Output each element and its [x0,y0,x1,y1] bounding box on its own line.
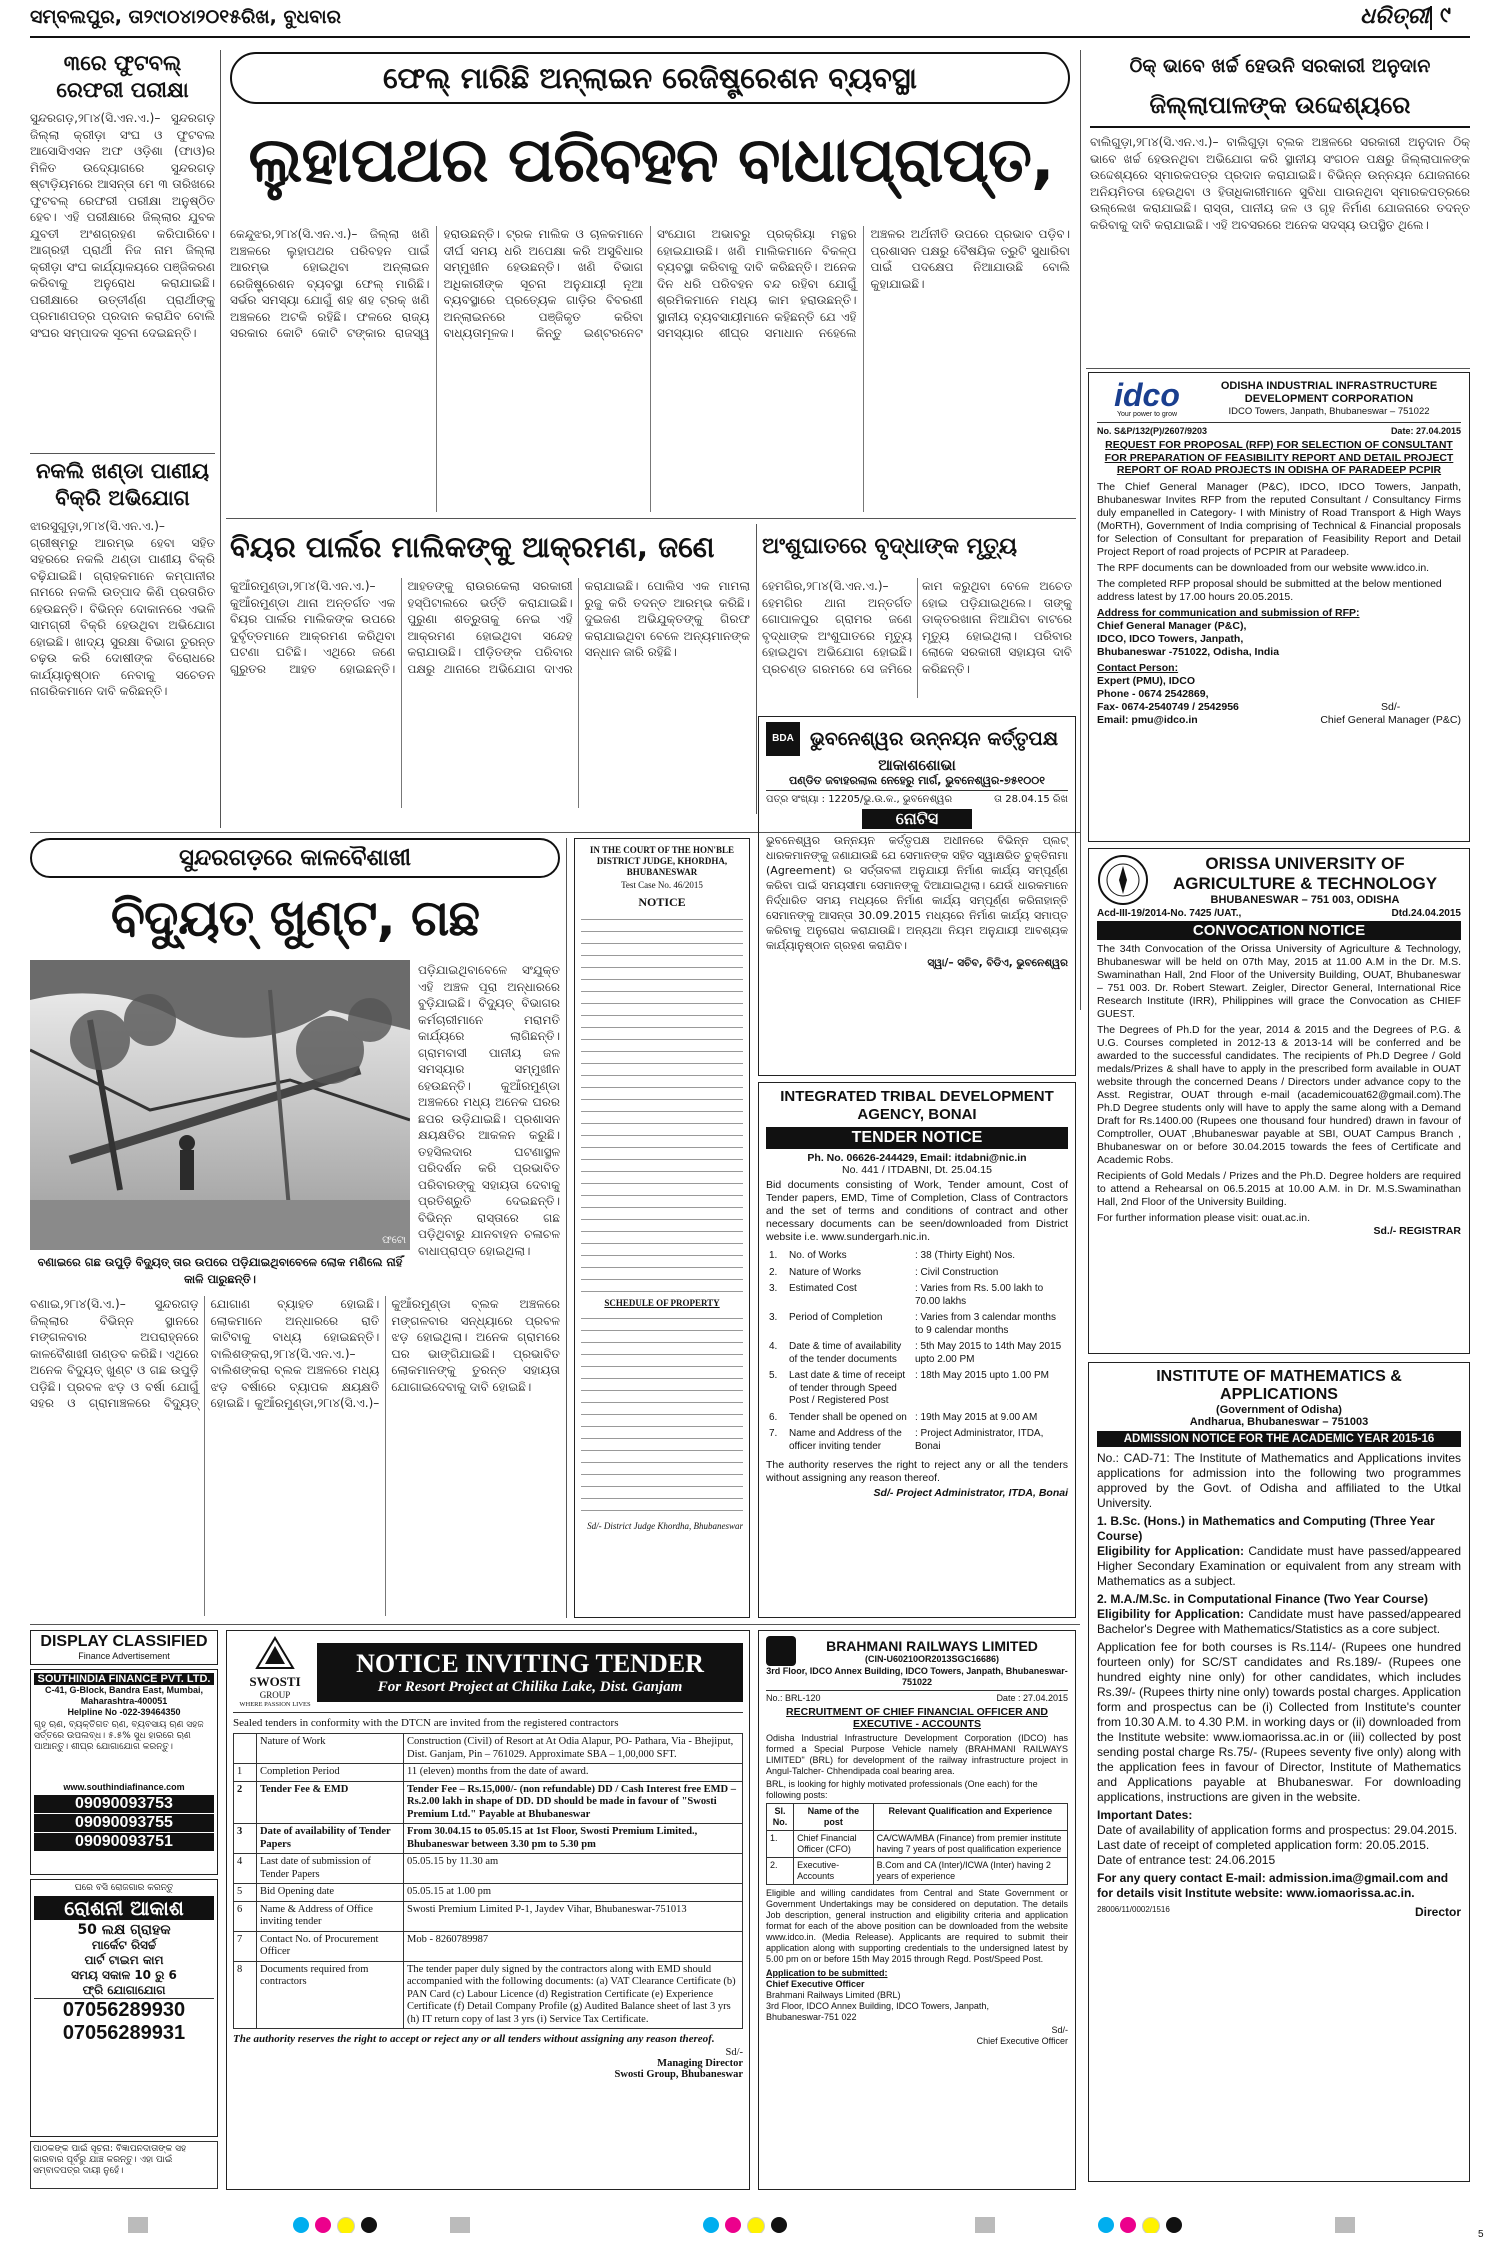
itda-cell: : Project Administrator, ITDA, Bonai [915,1428,1044,1452]
cyan-dot [293,2217,309,2233]
lead-headline: ଲୁହାପଥର ପରିବହନ ବାଧାପ୍ରାପ୍ତ, [248,123,1054,196]
brl-cell: Executive- Accounts [794,1858,874,1885]
brl-no: No.: BRL-120 [766,1693,821,1703]
swosti-row [234,1781,743,1824]
swosti-row [234,1931,743,1961]
classified-footer: ପାଠକଙ୍କ ପାଇଁ ସୂଚନା: ବିଜ୍ଞାପନଦାତାଙ୍କ ସହ କାରବାର ପୂର୍ବରୁ ଯାଞ୍ଚ କରନ୍ତୁ। ଏହା ପାଇଁ ସମ୍ବାଦପତ୍ର ଦାୟୀ ନୁହେଁ। [30,2141,218,2189]
lead-body: କେନ୍ଦୁଝର,୨୮ା୪(ସି.ଏନ.ଏ.)– ଜିଲ୍ଲା ଖଣି ଅଞ୍ଚଳରେ ଲୁହାପଥର ପରିବହନ ପାଇଁ ଆରମ୍ଭ ହୋଇଥିବା ଅନ୍‌ଲାଇନ ରେଜିଷ୍ଟ୍ରେଶନ ବ୍ୟବସ୍ଥା ଫେଲ୍ ମାରିଛି। ସର୍ଭର ସମସ୍ୟା ଯୋଗୁଁ ଶହ ଶହ ଟ୍ରକ୍ ଖଣି ଅଞ୍ଚଳରେ ଅଟକି ରହିଛି। ଫଳରେ ରାଜ୍ୟ ସରକାର କୋଟି କୋଟି ଟଙ୍କାର ରାଜସ୍ୱ ହରାଉଛନ୍ତି। ଟ୍ରକ ମାଲିକ ଓ ଚାଳକମାନେ ଦୀର୍ଘ ସମୟ ଧରି ଅପେକ୍ଷା କରି ଅସୁବିଧାର ସମ୍ମୁଖୀନ ହେଉଛନ୍ତି। ଖଣି ବିଭାଗ ଅଧିକାରୀଙ୍କ ସୂଚନା ଅନୁଯାୟୀ ନୂଆ ବ୍ୟବସ୍ଥାରେ ପ୍ରତ୍ୟେକ ଗାଡ଼ିର ବିବରଣୀ ଅନ୍‌ଲାଇନରେ ପଞ୍ଜିକୃତ କରିବା ବାଧ୍ୟତାମୂଳକ। କିନ୍ତୁ ଇଣ୍ଟରନେଟ ସଂଯୋଗ ଅଭାବରୁ ପ୍ରକ୍ରିୟା ମନ୍ଥର ହୋଇଯାଉଛି। ଖଣି ମାଲିକମାନେ ବିକଳ୍ପ ବ୍ୟବସ୍ଥା କରିବାକୁ ଦାବି କରିଛନ୍ତି। ଅନେକ ଦିନ ଧରି ପରିବହନ ବନ୍ଦ ରହିବା ଯୋଗୁଁ ଶ୍ରମିକମାନେ ମଧ୍ୟ କାମ ହରାଉଛନ୍ତି। ସ୍ଥାନୀୟ ବ୍ୟବସାୟୀମାନେ କହିଛନ୍ତି ଯେ ଏହି ସମସ୍ୟାର ଶୀଘ୍ର ସମାଧାନ ନହେଲେ ଅଞ୍ଚଳର ଅର୍ଥନୀତି ଉପରେ ପ୍ରଭାବ ପଡ଼ିବ। ପ୍ରଶାସନ ପକ୍ଷରୁ ବୈଷୟିକ ତ୍ରୁଟି ସୁଧାରିବା ପାଇଁ ପଦକ୍ଷେପ ନିଆଯାଉଛି ବୋଲି କୁହାଯାଇଛି। [230,227,1070,340]
black-dot [771,2217,787,2233]
southindia-phone: 09090093755 [34,1814,214,1832]
itda-row [766,1265,1068,1282]
brl-row [767,1858,1068,1885]
swosti-intro: Sealed tenders in conformity with the DTCN are invited from the registered contractors [233,1717,619,1729]
court-schedule-title: SCHEDULE OF PROPERTY [604,1298,720,1308]
swosti-subtitle: For Resort Project at Chilika Lake, Dist. Ganjam [377,1678,683,1695]
swosti-row [234,1854,743,1884]
swosti-tender [226,1630,750,2190]
bda-logo: BDA [766,722,800,756]
brl-cin: (CIN-U60210OR2013SGC16686) [864,1653,1000,1664]
swosti-cell: 4 [234,1854,257,1884]
swosti-cell: Construction (Civil) of Resort at At Odia Alapur, PO- Pathara, Via - Bhejiput, Dist. Ganjam, Pin – 761029. Approximate SBA – 1,00,000 SFT. [404,1734,743,1764]
swosti-cell: 6 [234,1901,257,1931]
storm-body-side: ପଡ଼ିଯାଇଥିବାବେଳେ ସଂଯୁକ୍ତ ଏହି ଅଞ୍ଚଳ ପୂରା ଅନ୍ଧାରରେ ବୁଡ଼ିଯାଇଛି। ବିଦ୍ୟୁତ୍ ବିଭାଗର କର୍ମଚାରୀମାନେ ମରାମତି କାର୍ଯ୍ୟରେ ଲାଗିଛନ୍ତି। ଗ୍ରାମବାସୀ ପାନୀୟ ଜଳ ସମସ୍ୟାର ସମ୍ମୁଖୀନ ହେଉଛନ୍ତି। କୁଆଁରମୁଣ୍ଡା ଅଞ୍ଚଳରେ ମଧ୍ୟ ଅନେକ ଘରର ଛପର ଉଡ଼ିଯାଇଛି। ପ୍ରଶାସନ କ୍ଷୟକ୍ଷତିର ଆକଳନ କରୁଛି। ତହସିଲଦାର ଘଟଣାସ୍ଥଳ ପରିଦର୍ଶନ କରି ପ୍ରଭାବିତ ପରିବାରଙ୍କୁ ସହାୟତା ଦେବାକୁ ପ୍ରତିଶ୍ରୁତି ଦେଇଛନ୍ତି। ବିଭିନ୍ନ ରାସ୍ତାରେ ଗଛ ପଡ଼ିଥିବାରୁ ଯାନବାହନ ଚଳାଚଳ ବାଧାପ୍ରାପ୍ତ ହୋଇଥିଲା। [418,963,560,1258]
brl-recruitment [758,1630,1076,2190]
swosti-cell: 2 [234,1781,257,1824]
cmyk-marks [700,2217,820,2233]
ima-elig-2: Candidate must have passed/appeared Bachelor's Degree with Mathematics/Statistics as a core subject. [1097,1607,1461,1636]
itda-bar: TENDER NOTICE [766,1127,1068,1149]
itda-table [766,1248,1068,1455]
ima-contact: For any query contact E-mail: admission.ima@gmail.com and for details visit Institute website: www.iomaorissa.ac.in. [1097,1871,1449,1900]
roshni-phone: 07056289930 [62,1999,186,2021]
ouat-body-2: The Degrees of Ph.D for the year, 2014 & 2015 and the Degrees of P.G. & U.G. Courses completed in 2012-13 & 2013-14 will be conferred and be awarded to the successful candidates. The recipients of Ph.D Degree / Gold medals/Prizes & shall have to apply in the prescribed form available in OUAT website through the concerned Deans / Directors under advance copy to the Asst. Registrar, OUAT through e-mail (academicouat62@gmail.com).The Ph.D Degree students only will have to apply the same along with a Demand Draft for Rs.1400.00 (Rupees one thousand four hundred) drawn in favour of Comptroller, OUAT ,Bhubaneswar payable at SBI, OUAT Campus Branch , Bhubaneswar on or before 30.04.2015 towards the fees of Certificate and Academic Robs. [1097,1024,1461,1166]
header-divider [1430,6,1432,30]
roshni-line: ଫ୍ରି ଯୋଗାଯୋଗ [34,1983,214,1999]
bda-letter-no: ପତ୍ର ସଂଖ୍ୟା : 12205/ଭୁ.ଉ.କ., ଭୁବନେଶ୍ୱର [766,794,953,805]
itda-tender [758,1082,1076,1618]
roshni-line: ପାର୍ଟ ଟାଇମ କାମ [84,1953,164,1967]
bda-body: ଭୁବନେଶ୍ୱର ଉନ୍ନୟନ କର୍ତ୍ତୃପକ୍ଷ ଅଧୀନରେ ବିଭିନ୍ନ ପ୍ଲଟ୍ ଧାରକମାନଙ୍କୁ ଜଣାଯାଉଛି ଯେ ସେମାନଙ୍କ ସହିତ ସ୍ୱାକ୍ଷରିତ ଚୁକ୍ତିନାମା (Agreement) ର ସର୍ତ୍ତାବଳୀ ଅନୁଯାୟୀ ନିର୍ମାଣ କାର୍ଯ୍ୟ ସମ୍ପୂର୍ଣ୍ଣ କରିବା ପାଇଁ ସମୟସୀମା ସେମାନଙ୍କୁ ଦିଆଯାଇଥିଲା। ଯେଉଁ ଧାରକମାନେ ନିର୍ଦ୍ଧାରିତ ସମୟ ମଧ୍ୟରେ ନିର୍ମାଣ କାର୍ଯ୍ୟ ସମ୍ପୂର୍ଣ୍ଣ କରିନାହାନ୍ତି ସେମାନଙ୍କୁ ଆସନ୍ତା 30.09.2015 ମଧ୍ୟରେ ନିର୍ମାଣ କାର୍ଯ୍ୟ ସମାପ୍ତ କରିବାକୁ ଅନୁରୋଧ କରାଯାଉଛି। ଅନ୍ୟଥା ନିୟମ ଅନୁଯାୟୀ ଆବଶ୍ୟକ କାର୍ଯ୍ୟାନୁଷ୍ଠାନ ଗ୍ରହଣ କରାଯିବ। [766,834,1068,952]
idco-addr-line: Chief General Manager (P&C), [1097,619,1247,632]
bda-date: ତା 28.04.15 ରିଖ [994,794,1068,805]
ima-programme-1: 1. B.Sc. (Hons.) in Mathematics and Computing (Three Year Course) [1097,1514,1435,1543]
itda-cell: 5. [769,1370,778,1381]
itda-cell: : Varies from Rs. 5.00 lakh to 70.00 lakhs [915,1283,1044,1307]
court-signature: Sd/- District Judge Khordha, Bhubaneswar [587,1521,743,1531]
brl-intro: Odisha Industrial Infrastructure Development Corporation (IDCO) has formed a Special Purpose Vehicle namely (BRAHMANI RAILWAYS LIMITED" (BRL) for development of the railway infrastructure project in Angul-Talcher- Chhendipada coal bearing area. [766,1733,1068,1776]
ima-signature: Director [1414,1905,1461,1919]
cold-drink-story [30,458,215,828]
black-dot [1166,2217,1182,2233]
idco-address: IDCO Towers, Janpath, Bhubaneswar – 751022 [1228,406,1430,417]
ima-dates-head: Important Dates: [1097,1808,1193,1822]
brl-header-row [767,1804,1068,1831]
swosti-cell: Name & Address of Office inviting tender [257,1901,404,1931]
cyan-dot [703,2217,719,2233]
magenta-dot [1120,2217,1136,2233]
swosti-logo-icon [255,1636,295,1670]
swosti-sign-sd: Sd/- [725,2047,743,2058]
idco-contact-line: Expert (PMU), IDCO [1097,674,1196,687]
itda-row [766,1310,1068,1339]
brl-submit-line: 3rd Floor, IDCO Annex Building, IDCO Towers, Janpath, [766,2001,989,2011]
brl-header-cell: Name of the post [794,1804,874,1831]
brl-cell: 1. [767,1831,794,1858]
itda-contact: Ph. No. 06626-244429, Email: itdabni@nic.in [807,1152,1027,1164]
brl-table [766,1803,1068,1885]
court-line: Test Case No. 46/2015 [621,880,703,890]
swosti-sign-1: Managing Director [657,2058,743,2069]
swosti-logo: SWOSTI GROUP WHERE PASSION LIVES [233,1636,317,1708]
idco-sign-sd: Sd/- [1381,700,1401,713]
ima-intro: No.: CAD-71: The Institute of Mathematics and Applications invites applications for admission into the following two programmes approved by the Govt. of Odisha and affiliated to the Utkal University. [1097,1451,1461,1510]
ouat-bar: CONVOCATION NOTICE [1097,921,1461,940]
itda-intro: Bid documents consisting of Work, Tender amount, Cost of Tender papers, EMD, Time of Completion, Class of Contractors and the set of terms and conditions of contract and other necessary documents can be seen/downloaded from District website i.e. www.sundergarh.nic.in. [766,1179,1068,1243]
subsidy-body: ବାଲିଗୁଡ଼ା,୨୮ା୪(ସି.ଏନ.ଏ.)– ବାଲିଗୁଡ଼ା ବ୍ଲକ ଅଞ୍ଚଳରେ ସରକାରୀ ଅନୁଦାନ ଠିକ୍ ଭାବେ ଖର୍ଚ୍ଚ ହେଉନଥିବା ଅଭିଯୋଗ କରି ସ୍ଥାନୀୟ ସଂଗଠନ ପକ୍ଷରୁ ଜିଲ୍ଲାପାଳଙ୍କ ଉଦ୍ଦେଶ୍ୟରେ ସ୍ମାରକପତ୍ର ପ୍ରଦାନ କରାଯାଇଛି। ବିଭିନ୍ନ ଉନ୍ନୟନ ଯୋଜନାରେ ଅନିୟମିତତା ହେଉଥିବା ଓ ହିତାଧିକାରୀମାନେ ସୁବିଧା ପାଉନଥିବା ସ୍ମାରକପତ୍ରରେ ଉଲ୍ଲେଖ କରାଯାଇଛି। ରାସ୍ତା, ପାନୀୟ ଜଳ ଓ ଗୃହ ନିର୍ମାଣ ଯୋଜନାରେ ତଦନ୍ତ କରିବାକୁ ଦାବି କରାଯାଇଛି। ଏହି ଅବସରରେ ଅନେକ ସଦସ୍ୟ ଉପସ୍ଥିତ ଥିଲେ। [1090,135,1470,232]
swosti-cell: 8 [234,1961,257,2029]
reg-gray-square [1335,2217,1355,2233]
bda-notice [758,716,1076,1076]
court-notice-title: NOTICE [638,895,686,909]
swosti-row [234,1901,743,1931]
bda-signature: ସ୍ୱା/– ସଚିବ, ବିଡିଏ, ଭୁବନେଶ୍ୱର [927,957,1068,969]
brl-name: BRAHMANI RAILWAYS LIMITED [826,1637,1038,1654]
ouat-body-4: For further information please visit: ouat.ac.in. [1097,1212,1311,1224]
ima-code: 28006/11/0002/1516 [1097,1905,1170,1914]
idco-ref: No. S&P/132(P)/2607/9203 [1097,426,1208,436]
swosti-cell: Date of availability of Tender Papers [257,1824,404,1854]
itda-cell: Tender shall be opened on [789,1411,907,1423]
display-classified [30,1630,218,2190]
court-line: IN THE COURT OF THE HON'BLE [589,845,735,855]
itda-row [766,1339,1068,1368]
idco-body-2: The RPF documents can be downloaded from our website www.idco.in. [1097,561,1430,574]
cold-drink-body: ଝାରସୁଗୁଡ଼ା,୨୮ା୪(ସି.ଏନ.ଏ.)– ଗ୍ରୀଷ୍ମରୁ ଆରମ୍ଭ ହେବା ସହିତ ସହରରେ ନକଲି ଥଣ୍ଡା ପାଣୀୟ ବିକ୍ରି ବଢ଼ିଯାଇଛି। ଗ୍ରାହକମାନେ କମ୍ପାନୀର ନାମରେ ନକଲି ଉତ୍ପାଦ କିଣି ପ୍ରତାରିତ ହେଉଛନ୍ତି। ବିଭିନ୍ନ ଦୋକାନରେ ଏଭଳି ସାମଗ୍ରୀ ବିକ୍ରି ହେଉଥିବା ଅଭିଯୋଗ ହୋଇଛି। ଖାଦ୍ୟ ସୁରକ୍ଷା ବିଭାଗ ତୁରନ୍ତ ଚଢ଼ଉ କରି ଦୋଷୀଙ୍କ ବିରୋଧରେ କାର୍ଯ୍ୟାନୁଷ୍ଠାନ ନେବାକୁ ସଚେତନ ନାଗରିକମାନେ ଦାବି କରିଛନ୍ତି। [30,519,215,698]
idco-contact-line: Fax- 0674-2540749 / 2542956 [1097,700,1239,713]
itda-signature: Sd/- Project Administrator, ITDA, Bonai [873,1487,1068,1499]
itda-cell: : Varies from 3 calendar months to 9 calendar months [915,1312,1056,1336]
idco-sign-title: Chief General Manager (P&C) [1320,713,1461,726]
southindia-body: ଗୃହ ଋଣ, ବ୍ୟକ୍ତିଗତ ଋଣ, ବ୍ୟବସାୟ ଋଣ ସହଜ ସର୍ତ୍ତରେ ଉପଲବ୍ଧ। ୫.୫% ସୁଧ ହାରରେ ଋଣ ପାଆନ୍ତୁ। ଶୀଘ୍ର ଯୋଗାଯୋଗ କରନ୍ତୁ। [34,1720,204,1752]
court-notice-body [581,914,743,1294]
dateline: ସମ୍ବଲପୁର, ତା୨୯ାଠ୪ା୨୦୧୫ରିଖ, ବୁଧବାର [30,6,341,28]
swosti-footer: The authority reserves the right to accept or reject any or all tenders without assigning any reason thereof. [233,2033,715,2045]
itda-row [766,1281,1068,1310]
swosti-cell: 11 (eleven) months from the date of award. [404,1764,743,1782]
reg-gray-square [975,2217,995,2233]
ouat-convocation [1088,848,1470,1354]
beer-headline: ବିୟର ପାର୍ଲର ମାଲିକଙ୍କୁ ଆକ୍ରମଣ, ଜଣେ [230,530,715,564]
yellow-dot [337,2217,355,2233]
southindia-phone: 09090093753 [34,1795,214,1813]
itda-cell: 2. [769,1266,778,1278]
brl-cell: B.Com and CA (Inter)/ICWA (Inter) having 2 years of experience [873,1858,1067,1885]
ima-fee: Application fee for both courses is Rs.114/- (Rupees one hundred fourteen only) for SC/ST candidates and Rs.189/- (Rupees one hundred eighty nine only) for other candidates, which includes Rs.39/- (Rupees thirty nine only) towards postal charges. Application form and prospectus can be (i) Collected from Institute's counter from 10.30 A.M. to 4.30 P.M. in working days or (ii) downloaded from the Institute website: www.iomaorissa.ac.in or (iii) collected by post sending postal charge Rs.75/- (Rupees seventy five only) along with the application fees in favour of Director, Institute of Mathematics and Applications payable at Bhubaneswar. For downloading applications, instructions are given in the website. [1097,1640,1461,1804]
itda-cell: : 19th May 2015 at 9.00 AM [915,1411,1038,1423]
southindia-phone: 09090093751 [34,1833,214,1851]
roshni-line: ସମୟ ସକାଳ 10 ରୁ 6 [71,1968,177,1982]
southindia-address: C-41, G-Block, Bandra East, Mumbai, Maharashtra-400051 [44,1685,204,1706]
swosti-cell: 5 [234,1884,257,1902]
ouat-signature: Sd./- REGISTRAR [1373,1225,1461,1237]
fallen-tree-illustration [30,960,410,1250]
brl-address: 3rd Floor, IDCO Annex Building, IDCO Towers, Janpath, Bhubaneswar-751022 [766,1666,1068,1691]
idco-body-3: The completed RFP proposal should be submitted at the below mentioned address latest by 17.00 hours 20.05.2015. [1097,577,1442,603]
brl-body: Eligible and willing candidates from Central and State Government or Government Undertakings may be considered on deputation. The details Job description, general instruction and eligibility criteria and application format for each of the above position can be downloaded from the website www.idco.in. (Media Release). Applicants are required to submit their application along with supporting credentials to the undersigned latest by 5.00 pm on or before 15th May 2015 through Regd. Post/Speed Post. [766,1888,1068,1964]
court-line: DISTRICT JUDGE, KHORDHA, [596,856,728,866]
storm-headline: ବିଦ୍ୟୁତ୍ ଖୁଣ୍ଟ, ଗଛ [110,889,480,947]
storm-kicker: ସୁନ୍ଦରଗଡ଼ରେ କାଳବୈଶାଖୀ [30,838,560,878]
itda-cell: Period of Completion [789,1312,883,1323]
swosti-cell: Nature of Work [257,1734,404,1764]
itda-cell: 4. [769,1341,778,1352]
cmyk-marks [1095,2217,1215,2233]
bda-title: ଭୁବନେଶ୍ୱର ଉନ୍ନୟନ କର୍ତ୍ତୃପକ୍ଷ [809,728,1059,750]
beer-body: କୁଆଁରମୁଣ୍ଡା,୨୮ା୪(ସି.ଏନ.ଏ.)– କୁଆଁରମୁଣ୍ଡା ଥାନା ଅନ୍ତର୍ଗତ ଏକ ବିୟର ପାର୍ଲର ମାଲିକଙ୍କ ଉପରେ ଦୁର୍ବୃତ୍ତମାନେ ଆକ୍ରମଣ କରିଥିବା ଘଟଣା ଘଟିଛି। ଏଥିରେ ଜଣେ ଗୁରୁତର ଆହତ ହୋଇଛନ୍ତି। ଆହତଙ୍କୁ ରାଉରକେଲା ସରକାରୀ ହସ୍ପିଟାଲରେ ଭର୍ତ୍ତି କରାଯାଇଛି। ପୁରୁଣା ଶତ୍ରୁତାକୁ ନେଇ ଏହି ଆକ୍ରମଣ ହୋଇଥିବା ସନ୍ଦେହ କରାଯାଉଛି। ପୀଡ଼ିତଙ୍କ ପରିବାର ପକ୍ଷରୁ ଥାନାରେ ଅଭିଯୋଗ ଦାଏର କରାଯାଇଛି। ପୋଲିସ ଏକ ମାମଲା ରୁଜୁ କରି ତଦନ୍ତ ଆରମ୍ଭ କରିଛି। ଦୁଇଜଣ ଅଭିଯୁକ୍ତଙ୍କୁ ଗିରଫ କରାଯାଇଥିବା ବେଳେ ଅନ୍ୟମାନଙ୍କ ସନ୍ଧାନ ଜାରି ରହିଛି। [230,579,750,676]
football-body: ସୁନ୍ଦରଗଡ଼,୨୮ା୪(ସି.ଏନ.ଏ.)– ସୁନ୍ଦରଗଡ଼ ଜିଲ୍ଲା କ୍ରୀଡ଼ା ସଂଘ ଓ ଫୁଟବଲ ଆସୋସିଏସନ ଅଫ ଓଡ଼ିଶା (ଫାଓ)ର ମିଳିତ ଉଦ୍ୟୋଗରେ ସୁନ୍ଦରଗଡ଼ ଷ୍ଟାଡ଼ିୟମରେ ଆସନ୍ତା ମେ ୩ ତାରିଖରେ ଫୁଟବଲ୍ ରେଫରୀ ପରୀକ୍ଷା ଅନୁଷ୍ଠିତ ହେବ। ଏହି ପରୀକ୍ଷାରେ ଜିଲ୍ଲାର ଯୁବକ ଯୁବତୀ ଅଂଶଗ୍ରହଣ କରିପାରିବେ। ଆଗ୍ରହୀ ପ୍ରାର୍ଥୀ ନିଜ ନାମ ଜିଲ୍ଲା କ୍ରୀଡ଼ା ସଂଘ କାର୍ଯ୍ୟାଳୟରେ ପଞ୍ଜିକରଣ କରିବାକୁ ଅନୁରୋଧ କରାଯାଇଛି। ପରୀକ୍ଷାରେ ଉତ୍ତୀର୍ଣ୍ଣ ପ୍ରାର୍ଥୀଙ୍କୁ ପ୍ରମାଣପତ୍ର ପ୍ରଦାନ କରାଯିବ ବୋଲି ସଂଘର ସମ୍ପାଦକ ସୂଚନା ଦେଇଛନ୍ତି। [30,111,215,340]
itda-cell: Nature of Works [789,1266,862,1278]
ima-elig-1: Candidate must have passed/appeared Higher Secondary Examination or equivalent from any stream with Mathematics as a subject. [1097,1544,1461,1588]
magenta-dot [725,2217,741,2233]
cold-drink-headline: ନକଲି ଖଣ୍ଡା ପାଣୀୟ ବିକ୍ରି ଅଭିଯୋଗ [35,459,210,510]
itda-title: INTEGRATED TRIBAL DEVELOPMENT AGENCY, BONAI [780,1088,1054,1123]
itda-ref: No. 441 / ITDABNI, Dt. 25.04.15 [842,1164,992,1176]
itda-row [766,1410,1068,1427]
ima-name: INSTITUTE OF MATHEMATICS & APPLICATIONS [1156,1368,1402,1403]
itda-cell: 3. [769,1312,778,1323]
storm-photo [30,960,410,1250]
subsidy-kicker: ଠିକ୍ ଭାବେ ଖର୍ଚ୍ଚ ହେଉନି ସରକାରୀ ଅନୁଦାନ [1129,55,1431,77]
itda-cell: Date & time of availability of the tender documents [789,1341,902,1365]
classified-header [30,1630,218,1665]
paper-name: ଧରିତ୍ରୀ [1360,4,1429,29]
roshni-title: ରୋଶନୀ ଆକାଶ [34,1896,214,1920]
itda-cell: No. of Works [789,1250,847,1261]
brl-header-cell: Relevant Qualification and Experience [873,1804,1067,1831]
brl-submit-line: Brahmani Railways Limited (BRL) [766,1990,901,2000]
ima-gov: (Government of Odisha) [1216,1404,1342,1416]
yellow-dot [1142,2217,1160,2233]
swosti-table [233,1733,743,2029]
court-schedule-body [581,1313,743,1513]
magenta-dot [315,2217,331,2233]
idco-addr-line: Bhubaneswar -751022, Odisha, India [1097,645,1280,658]
itda-cell: 3. [769,1283,778,1294]
roshni-top: ଘରେ ବସି ରୋଜଗାର କରନ୍ତୁ [74,1883,174,1893]
idco-address-head: Address for communication and submission of RFP: [1097,606,1360,619]
idco-contact-line: Email: pmu@idco.in [1097,713,1198,726]
reg-gray-square [128,2217,148,2233]
brl-intro-2: BRL, is looking for highly motivated professionals (One each) for the following posts: [766,1779,1038,1800]
idco-logo: idco Your power to grow [1114,377,1180,418]
brl-header-cell: Sl. No. [767,1804,794,1831]
ima-date-3: Date of entrance test: 24.06.2015 [1097,1853,1276,1867]
ouat-body-1: The 34th Convocation of the Orissa University of Agriculture & Technology, Bhubaneswar will be held on 07th May, 2015 at 11.00 A.M in the Dr. M.S. Swaminathan Hall, 2nd Floor of the University Building, OUAT, Bhubaneswar – 751 003. Dr. Robert Stewart. Zeigler, Director General, International Rice Research Institute (IRR), Philippines will grace the Convocation as CHIEF GUEST. [1097,943,1461,1020]
swosti-cell [234,1734,257,1764]
itda-cell: Name and Address of the officer inviting tender [789,1428,902,1452]
ima-date-1: Date of availability of application forms and prospectus: 29.04.2015. [1097,1823,1458,1837]
page-marker: 5 [1478,2229,1484,2240]
idco-title: REQUEST FOR PROPOSAL (RFP) FOR SELECTION OF CONSULTANT FOR PREPARATION OF FEASIBILITY REPORT AND DETAIL PROJECT REPORT OF ROAD PROJECTS IN ODISHA OF PARADEEP PCPIR [1104,439,1454,476]
brl-date: Date : 27.04.2015 [996,1693,1068,1703]
swosti-row [234,1764,743,1782]
brl-cell: 2. [767,1858,794,1885]
swosti-cell: Contact No. of Procurement Officer [257,1931,404,1961]
brl-submit-line: Chief Executive Officer [766,1979,865,1989]
swosti-sign-2: Swosti Group, Bhubaneswar [614,2069,743,2080]
itda-cell: : 18th May 2015 upto 1.00 PM [915,1370,1049,1381]
bda-address: ପଣ୍ଡିତ ଜବାହରଲାଲ ନେହେରୁ ମାର୍ଗ, ଭୁବନେଶ୍ୱର-୭୫୧୦୦୧ [766,774,1068,791]
ouat-ref: Acd-III-19/2014-No. 7425 /UAT., [1097,908,1242,919]
brl-title: RECRUITMENT OF CHIEF FINANCIAL OFFICER AND EXECUTIVE - ACCOUNTS [786,1706,1048,1730]
southindia-name: SOUTHINDIA FINANCE PVT. LTD. [34,1673,214,1685]
ima-elig-2-head: Eligibility for Application: [1097,1607,1244,1621]
football-headline: ୩ରେ ଫୁଟବଲ୍ ରେଫରୀ ପରୀକ୍ଷା [56,51,189,102]
page-number: ୯ [1440,3,1451,28]
ima-programme-2: 2. M.A./M.Sc. in Computational Finance (Two Year Course) [1097,1592,1428,1606]
swosti-cell: Completion Period [257,1764,404,1782]
itda-cell: 6. [769,1411,778,1423]
swosti-cell: Mob - 8260789987 [404,1931,743,1961]
swosti-row [234,1961,743,2029]
football-story [30,50,215,450]
lead-kicker: ଫେଲ୍ ମାରିଛି ଅନ୍‌ଲାଇନ ରେଜିଷ୍ଟ୍ରେଶନ ବ୍ୟବସ୍ଥା [230,52,1070,104]
roshni-line: ମାର୍କେଟ ରିସର୍ଚ୍ଚ [91,1938,157,1952]
classified-title: DISPLAY CLASSIFIED [40,1633,208,1650]
swosti-cell: 05.05.15 at 1.00 pm [404,1884,743,1902]
swosti-cell: 1 [234,1764,257,1782]
itda-cell: Estimated Cost [789,1283,857,1294]
swosti-cell: Documents required from contractors [257,1961,404,2029]
swosti-row [234,1824,743,1854]
cmyk-marks [290,2217,410,2233]
roshni-ad [30,1879,218,2137]
swosti-row [234,1734,743,1764]
idco-date: Date: 27.04.2015 [1390,426,1461,436]
page-header [30,0,1470,38]
lightning-body: ହେମଗିର,୨୮ା୪(ସି.ଏନ.ଏ.)– ହେମଗିର ଥାନା ଅନ୍ତର୍ଗତ ଗୋପାଳପୁର ଗ୍ରାମର ଜଣେ ବୃଦ୍ଧାଙ୍କ ଅଂଶୁଘାତରେ ମୃତ୍ୟୁ ହୋଇଥିବା ଅଭିଯୋଗ ହୋଇଛି। ପ୍ରଚଣ୍ଡ ଗରମରେ ସେ ଜମିରେ କାମ କରୁଥିବା ବେଳେ ଅଚେତ ହୋଇ ପଡ଼ିଯାଇଥିଲେ। ତାଙ୍କୁ ଡାକ୍ତରଖାନା ନିଆଯିବା ବାଟରେ ମୃତ୍ୟୁ ହୋଇଥିଲା। ପରିବାର ଲୋକେ ସରକାରୀ ସହାୟତା ଦାବି କରିଛନ୍ତି। [762,579,1072,676]
bda-sub: ଆକାଶଶୋଭା [878,756,956,774]
court-notice [574,838,750,1618]
itda-row [766,1426,1068,1455]
ouat-name-1: ORISSA UNIVERSITY OF [1205,854,1405,873]
ouat-emblem-icon [1097,854,1149,906]
itda-cell: : 38 (Thirty Eight) Nos. [915,1250,1016,1261]
idco-rfp-ad [1088,372,1470,842]
swosti-cell: Bid Opening date [257,1884,404,1902]
itda-cell: 7. [769,1428,778,1439]
swosti-cell: Tender Fee – Rs.15,000/- (non refundable) DD / Cash Interest free EMD – Rs.2.00 lakh in shape of DD. DD should be made in favour of "Swosti Premium Ltd." Payable at Bhubaneswar [404,1781,743,1824]
ima-admission [1088,1362,1470,2182]
cyan-dot [1098,2217,1114,2233]
ima-date-2: Last date of receipt of completed application form: 20.05.2015. [1097,1838,1430,1852]
brl-row [767,1831,1068,1858]
court-line: BHUBANESWAR [626,867,698,877]
swosti-cell: Tender Fee & EMD [257,1781,404,1824]
subsidy-headline: ଜିଲ୍ଲାପାଳଙ୍କ ଉଦ୍ଦେଶ୍ୟରେ [1090,84,1470,128]
storm-body: ବଣାଇ,୨୮ା୪(ସି.ଏ.)– ସୁନ୍ଦରଗଡ଼ ଜିଲ୍ଲାର ବିଭିନ୍ନ ସ୍ଥାନରେ ମଙ୍ଗଳବାର ଅପରାହ୍ନରେ କାଳବୈଶାଖୀ ତାଣ୍ଡବ କରିଛି। ଏଥିରେ ଅନେକ ବିଦ୍ୟୁତ୍ ଖୁଣ୍ଟ ଓ ଗଛ ଉପୁଡ଼ି ପଡ଼ିଛି। ପ୍ରବଳ ଝଡ଼ ଓ ବର୍ଷା ଯୋଗୁଁ ସହର ଓ ଗ୍ରାମାଞ୍ଚଳରେ ବିଦ୍ୟୁତ୍ ଯୋଗାଣ ବ୍ୟାହତ ହୋଇଛି। ଲୋକମାନେ ଅନ୍ଧାରରେ ରାତି କାଟିବାକୁ ବାଧ୍ୟ ହୋଇଛନ୍ତି। ବାଲିଶଙ୍କରା,୨୮ା୪(ସି.ଏନ.ଏ.)– ବାଲିଶଙ୍କରା ବ୍ଲକ ଅଞ୍ଚଳରେ ମଧ୍ୟ ଝଡ଼ ବର୍ଷାରେ ବ୍ୟାପକ କ୍ଷୟକ୍ଷତି ହୋଇଛି। କୁଆଁରମୁଣ୍ଡା,୨୮ା୪(ସି.ଏ.)– କୁଆଁରମୁଣ୍ଡା ବ୍ଲକ ଅଞ୍ଚଳରେ ମଙ୍ଗଳବାର ସନ୍ଧ୍ୟାରେ ପ୍ରବଳ ଝଡ଼ ହୋଇଥିଲା। ଅନେକ ଗ୍ରାମରେ ଘର ଭାଙ୍ଗିଯାଇଛି। ପ୍ରଭାବିତ ଲୋକମାନଙ୍କୁ ତୁରନ୍ତ ସହାୟତା ଯୋଗାଇଦେବାକୁ ଦାବି ହୋଇଛି। [30,1297,560,1410]
reg-gray-square [450,2217,470,2233]
swosti-cell: 7 [234,1931,257,1961]
ouat-body-3: Recipients of Gold Medals / Prizes and the Ph.D. Degree holders are required to attend a Rehearsal on 06.5.2015 at 10.00 A.M. in Dr. M.S.Swaminathan Hall, 2nd Floor of the University Building. [1097,1170,1461,1208]
ouat-date: Dtd.24.04.2015 [1391,908,1461,919]
idco-contact-line: Phone - 0674 2542869, [1097,687,1209,700]
swosti-cell: Last date of submission of Tender Papers [257,1854,404,1884]
itda-row [766,1368,1068,1410]
storm-caption: ବଣାଇରେ ଗଛ ଉପୁଡ଼ି ବିଦ୍ୟୁତ୍ ତାର ଉପରେ ପଡ଼ିଯାଇଥିବାବେଳେ ଲୋକ ମଣିଲେ ନାହିଁ କାଳି ପାରୁଛନ୍ତି। [37,1255,403,1286]
swosti-row [234,1884,743,1902]
swosti-cell: 3 [234,1824,257,1854]
photo-label: ଫଟୋ [382,1235,406,1246]
itda-row [766,1248,1068,1265]
idco-body-1: The Chief General Manager (P&C), IDCO, IDCO Towers, Janpath, Bhubaneswar Invites RFP from the reputed Consultant / Consultancy Firms duly empanelled in Category- I with Ministry of Road Transport & High Ways (MoRTH), Government of India comprising of Technical & Financial proposals for Selection of Consultant for preparation of Feasibility Report and Detail Project Report of road projects of PCPIR at Paradeep. [1097,480,1461,558]
ima-bar: ADMISSION NOTICE FOR THE ACADEMIC YEAR 2015-16 [1097,1431,1461,1447]
swosti-cell: The tender paper duly signed by the contractors along with EMD should accompanied with the following documents: (a) VAT Clearance Certificate (b) PAN Card (c) Labour Licence (d) Registration Certificate (e) Experience Certificate (f) Detail Company Profile (g) Audited Balance sheet of last 3 yrs (h) IT return copy of last 3 yrs (i) Service Tax Certificate. [404,1961,743,2029]
swosti-cell: Swosti Premium Limited P-1, Jaydev Vihar, Bhubaneswar-751013 [404,1901,743,1931]
brl-sign-title: Chief Executive Officer [976,2036,1068,2046]
bda-notice-label: ନୋଟିସ [862,809,972,829]
classified-sub: Finance Advertisement [78,1651,170,1661]
southindia-helpline: Helpline No -022-39464350 [67,1707,181,1717]
itda-footer: The authority reserves the right to reject any or all the tenders without assigning any reason thereof. [766,1459,1068,1484]
ouat-city: BHUBANESWAR – 751 003, ODISHA [1210,894,1400,906]
southindia-ad [30,1669,218,1875]
swosti-cell: From 30.04.15 to 05.05.15 at 1st Floor, Swosti Premium Limited., Bhubaneswar between 3.30 pm to 5.30 pm [404,1824,743,1854]
registration-strip [0,2205,1500,2245]
ima-elig-1-head: Eligibility for Application: [1097,1544,1244,1558]
idco-contact-head: Contact Person: [1097,661,1179,674]
itda-cell: : Civil Construction [915,1266,999,1278]
itda-cell: : 5th May 2015 to 14th May 2015 upto 2.00 PM [915,1341,1062,1365]
lightning-headline: ଅଂଶୁଘାତରେ ବୃଦ୍ଧାଙ୍କ ମୃତ୍ୟୁ [762,534,1017,559]
brl-logo-icon [766,1636,796,1666]
swosti-title: NOTICE INVITING TENDER [356,1648,704,1678]
roshni-phone: 07056289931 [62,2022,186,2044]
brl-submit-head: Application to be submitted: [766,1968,888,1978]
itda-cell: 1. [769,1250,778,1261]
ouat-name-2: AGRICULTURE & TECHNOLOGY [1172,874,1438,893]
brl-cell: Chief Financial Officer (CFO) [794,1831,874,1858]
swosti-cell: 05.05.15 by 11.30 am [404,1854,743,1884]
brl-submit-line: Bhubaneswar-751 022 [766,2012,857,2022]
brl-cell: CA/CWA/MBA (Finance) from premier institute having 7 years of post qualification experience [873,1831,1067,1858]
idco-addr-line: IDCO, IDCO Towers, Janpath, [1097,632,1244,645]
roshni-line: 50 ଲକ୍ଷ ଗ୍ରାହକ [77,1922,171,1938]
yellow-dot [747,2217,765,2233]
southindia-website: www.southindiafinance.com [63,1782,185,1792]
brl-sign-sd: Sd/- [1051,2025,1068,2035]
itda-cell: Last date & time of receipt of tender through Speed Post / Registered Post [789,1370,906,1406]
black-dot [361,2217,377,2233]
ima-city: Andharua, Bhubaneswar – 751003 [1189,1416,1369,1428]
idco-org: ODISHA INDUSTRIAL INFRASTRUCTURE DEVELOPMENT CORPORATION [1220,380,1438,405]
